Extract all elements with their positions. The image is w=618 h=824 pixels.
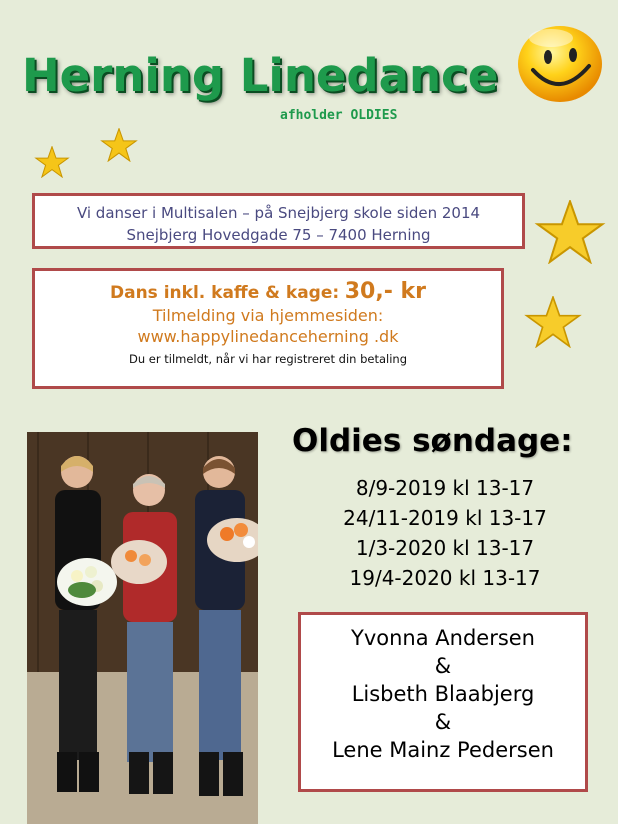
price-amount: 30,- kr bbox=[344, 279, 426, 304]
page-subtitle: afholder OLDIES bbox=[280, 108, 398, 123]
photo-illustration bbox=[27, 432, 258, 824]
price-line bbox=[35, 279, 501, 304]
star-icon bbox=[524, 296, 582, 348]
schedule-date: 19/4-2020 kl 13-17 bbox=[349, 566, 541, 590]
price-label: Dans inkl. kaffe & kage: bbox=[109, 283, 340, 303]
star-icon bbox=[100, 128, 138, 162]
schedule-date: 8/9-2019 kl 13-17 bbox=[355, 476, 535, 500]
star-icon bbox=[34, 146, 70, 178]
schedule-date: 1/3-2020 kl 13-17 bbox=[355, 536, 535, 560]
instructor-name: Yvonna Andersen bbox=[351, 626, 535, 650]
payment-note: Du er tilmeldt, når vi har registreret din betaling bbox=[128, 352, 407, 366]
name-separator: & bbox=[434, 710, 452, 734]
instructor-name: Lene Mainz Pedersen bbox=[332, 738, 554, 762]
instructor-name: Lisbeth Blaabjerg bbox=[351, 682, 535, 706]
star-icon bbox=[534, 200, 606, 264]
page-title: Herning Linedance bbox=[22, 49, 499, 102]
venue-line-2: Snejbjerg Hovedgade 75 – 7400 Herning bbox=[126, 226, 431, 244]
website-link[interactable]: www.happylinedanceherning .dk bbox=[137, 327, 399, 346]
schedule-heading: Oldies søndage: bbox=[292, 423, 573, 459]
name-separator: & bbox=[434, 654, 452, 678]
smiley-icon bbox=[515, 22, 605, 104]
schedule-dates bbox=[285, 473, 605, 593]
schedule-date: 24/11-2019 kl 13-17 bbox=[343, 506, 547, 530]
price-box bbox=[32, 268, 504, 389]
signup-text: Tilmelding via hjemmesiden: bbox=[152, 306, 384, 325]
instructors-box bbox=[298, 612, 588, 792]
instructors-photo bbox=[27, 432, 258, 824]
venue-line-1: Vi danser i Multisalen – på Snejbjerg skole siden 2014 bbox=[76, 204, 481, 222]
venue-box bbox=[32, 193, 525, 249]
